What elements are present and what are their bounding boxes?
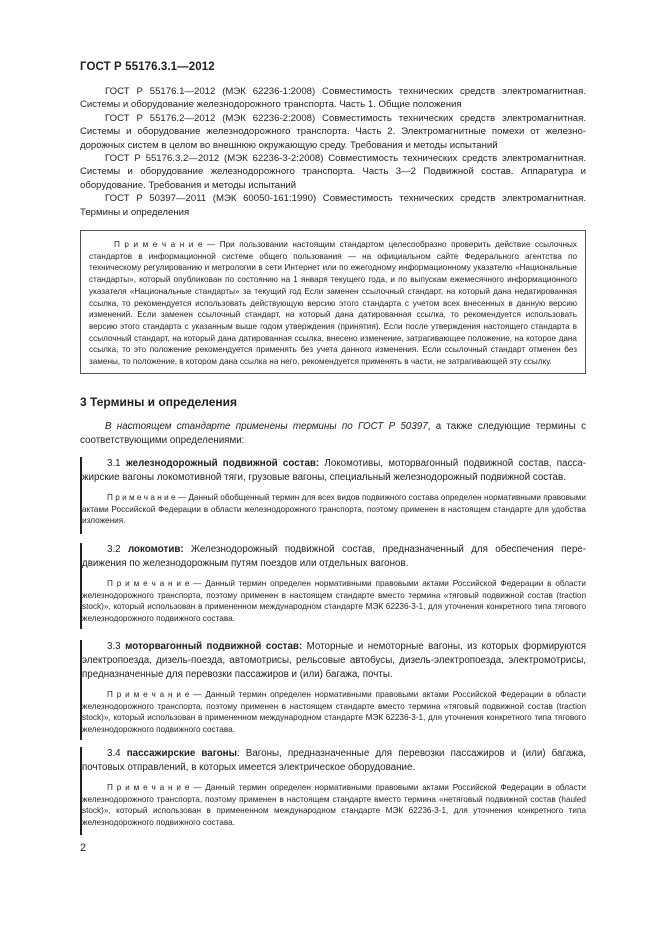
- note-paragraph: [89, 239, 577, 368]
- term-note-label: П р и м е ч а н и е: [107, 783, 190, 792]
- term-block-3-4: [80, 747, 586, 835]
- term-text: : Вагоны, предназначенные для перевозки пассажиров и (или) багажа, почтовых отправлений, в которых имеется электрическое оборудование.: [82, 748, 587, 773]
- document-header: ГОСТ Р 55176.3.1—2012: [80, 61, 215, 73]
- references-note-box: [80, 230, 586, 374]
- term-note-label: П р и м е ч а н и е: [107, 579, 190, 588]
- term-note: [82, 689, 586, 736]
- term-note-label: П р и м е ч а н и е: [107, 690, 190, 699]
- term-number: 3.4: [107, 748, 121, 759]
- term-note-text: — Данный термин определен нормативными правовыми актами Российской Федерации в области железнодорожного транспорта, поэтому применен в настоящем стандарте вместо термина «нетяговый подвижной состав (hauled stock)», который использован в примененном международном стандарте МЭК 62236-3-1, для уточнения конкретного типа железнодорожного подвижного состава.: [82, 783, 586, 828]
- section-intro: [80, 420, 586, 448]
- reference-item: ГОСТ Р 55176.3.2—2012 (МЭК 62236-3-2:2008) Совместимость технических средств электромагнитная. Системы и оборудование железнодорожного транспорта. Часть 3—2 Подвижной состав. Аппаратура и оборудование. Требования и методы испытаний: [80, 153, 586, 191]
- term-note-label: П р и м е ч а н и е: [107, 493, 176, 502]
- term-definition: [82, 640, 586, 682]
- term-block-3-1: [80, 457, 586, 534]
- reference-item: ГОСТ Р 50397—2011 (МЭК 60050-161:1990) Совместимость технических средств электромагнитная. Термины и определения: [80, 193, 586, 218]
- term-note: [82, 492, 586, 527]
- term-name: моторвагонный подвижной состав:: [125, 641, 303, 652]
- term-note-text: — Данный термин определен нормативными правовыми актами Российской Федерации в области железнодорожного транспорта, поэтому применен в настоящем стандарте вместо термина «тяговый подвижной состав (traction stock)», который использован в примененном международном стандарте МЭК 62236-3-1, для уточнения конкретного типа тягового железнодорожного подвижного состава.: [82, 690, 586, 735]
- section-title: 3 Термины и определения: [80, 395, 238, 409]
- term-note-text: — Данный термин определен нормативными правовыми актами Российской Федерации в области железнодорожного транспорта, поэтому применен в настоящем стандарте вместо термина «тяговый подвижной состав (traction stock)», который использован в примененном международном стандарте МЭК 62236-3-1, для уточнения конкретного типа тягового железнодорожного подвижного состава.: [82, 579, 586, 624]
- term-block-3-3: [80, 640, 586, 740]
- note-text: — При пользовании настоящим стандартом целесообразно проверить действие ссылочных стандартов в информационной системе общего пользования — на официальном сайте Федерального агентства по техническому регулированию и метрологии в сети Интернет или по ежегодному информационному указателю «Национальные стандарты», который опубликован по состоянию на 1 января текущего года, и по выпускам ежемесячного информационного указателя «Национальные стандарты» за текущий год Если заменен ссылочный стандарт, на который дана недатированная ссылка, то рекомендуется использовать действующую версию этого стандарта с учетом всех внесенных в данную версию изменений. Если заменен ссылочный стандарт, на который дана датированная ссылка, то рекомендуется использовать версию этого стандарта с указанным выше годом утверждения (принятия). Если после утверждения настоящего стандарта в ссылочный стандарт, на который дана датированная ссылка, внесено изменение, затрагивающее положение, на которое дана ссылка, то это положение рекомендуется применять без учета данного изменения. Если ссылочный стандарт отменен без замены, то положение, в котором дана ссылка на него, рекомендуется применять в части, не затрагивающей эту ссылку.: [89, 240, 577, 367]
- note-label: П р и м е ч а н и е: [114, 240, 203, 249]
- term-number: 3.1: [107, 458, 121, 469]
- term-number: 3.2: [107, 544, 121, 555]
- term-definition: [82, 747, 586, 775]
- reference-item: ГОСТ Р 55176.2—2012 (МЭК 62236-2:2008) Совместимость технических средств электромагнитная. Системы и оборудование железнодорожного транспорта. Часть 2. Электромагнитные помехи от железнодорожных систем в целом во внешнюю окружающую среду. Требования и методы испытаний: [80, 112, 586, 151]
- term-name: пассажирские вагоны: [126, 748, 237, 759]
- page-number: 2: [80, 842, 87, 854]
- term-note: [82, 578, 586, 625]
- term-name: локомотив:: [127, 544, 184, 555]
- term-definition: [82, 457, 586, 485]
- term-definition: [82, 543, 586, 571]
- term-number: 3.3: [107, 641, 121, 652]
- intro-paragraph: [80, 420, 586, 448]
- term-text: Моторные и немоторные вагоны, из которых формируются электропоезда, дизель-поезда, автомотрисы, рельсовые автобусы, дизель-электропоезда, электромотрисы, предназначенные для перевозки пассажиров и (или) багажа, почты.: [82, 641, 586, 680]
- term-text: Железнодорожный подвижной состав, предназначенный для обеспечения передвижения по железнодорожным путям поездов или отдельных вагонов.: [82, 544, 586, 569]
- term-block-3-2: [80, 543, 586, 629]
- term-name: железнодорожный подвижной состав:: [125, 458, 320, 469]
- intro-italic: В настоящем стандарте применены термины по ГОСТ Р 50397: [105, 421, 428, 432]
- term-note: [82, 782, 586, 829]
- reference-item: ГОСТ Р 55176.1—2012 (МЭК 62236-1:2008) Совместимость технических средств электромагнитная. Системы и оборудование железнодорожного транспорта. Часть 1. Общие положения: [80, 86, 586, 111]
- term-text: Локомотивы, моторвагонный подвижной состав, пассажирские вагоны локомотивной тяги, грузовые вагоны, специальный железнодорожный подвижной состав.: [82, 458, 586, 483]
- references-list: [80, 85, 586, 219]
- term-note-text: — Данный обобщенный термин для всех видов подвижного состава определен нормативными правовыми актами Российской Федерации в области железнодорожного транспорта, поэтому применен в настоящем стандарте для удобства изложения.: [82, 493, 587, 526]
- intro-rest: , а также следующие термины с соответствующими определениями:: [80, 421, 586, 446]
